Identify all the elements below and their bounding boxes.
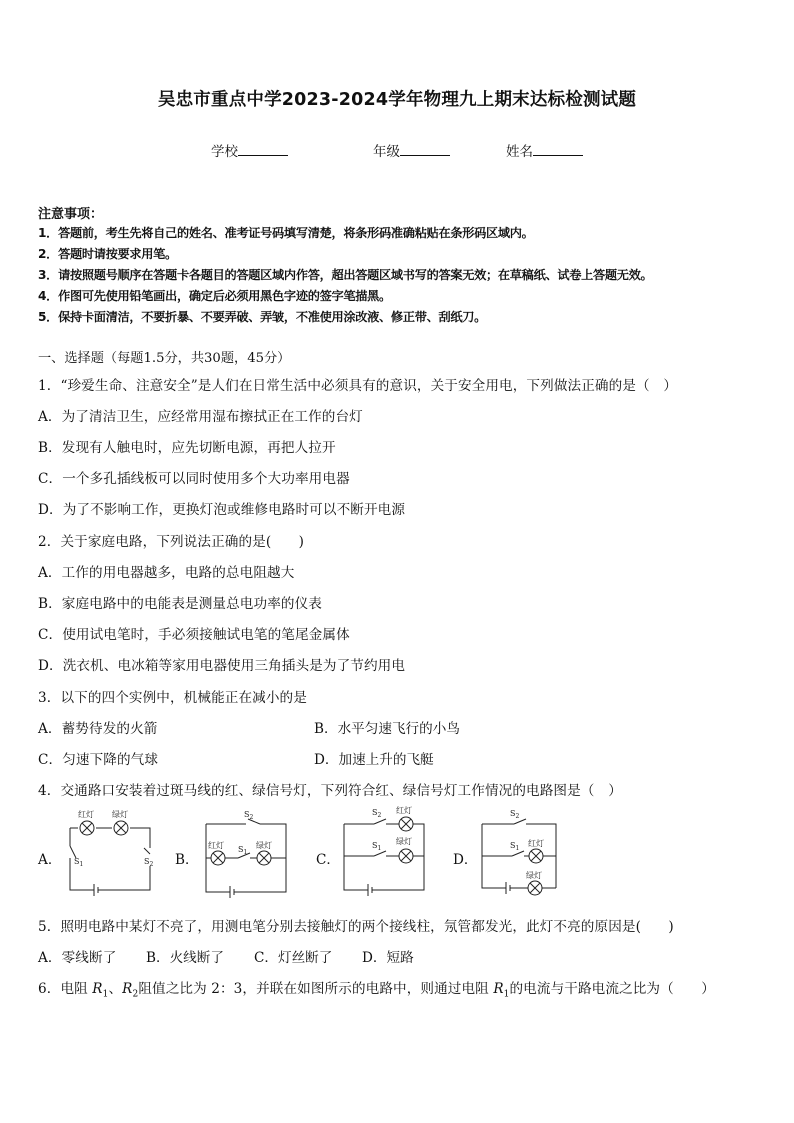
grade-label: 年级 xyxy=(373,144,400,160)
circuit-diagram-c xyxy=(338,804,434,904)
switch-s2-label: $S_2$ xyxy=(144,857,154,868)
q1-option-d: D．为了不影响工作，更换灯泡或维修电路时可以不断开电源 xyxy=(38,502,406,518)
q4-option-c-label: C． xyxy=(316,852,340,868)
name-label: 姓名 xyxy=(506,144,533,160)
notice-item: 4．作图可先使用铅笔画出，确定后必须用黑色字迹的签字笔描黑。 xyxy=(38,289,391,303)
q5-option-d: D．短路 xyxy=(362,950,414,966)
svg-text:S2: $S_2$ xyxy=(372,808,382,819)
notice-item: 2．答题时请按要求用笔。 xyxy=(38,247,177,261)
q1-stem: 1．“珍爱生命、注意安全”是人们在日常生活中必须具有的意识，关于安全用电，下列做法正确的是（ ） xyxy=(38,378,678,394)
q3-option-b: B．水平匀速飞行的小鸟 xyxy=(314,721,460,737)
notice-heading: 注意事项： xyxy=(38,207,104,222)
circuit-diagram-a xyxy=(60,808,160,903)
green-lamp-label: 绿灯 xyxy=(112,810,128,819)
svg-text:S1: $S_1$ xyxy=(238,845,248,856)
q2-option-d: D．洗衣机、电冰箱等家用电器使用三角插头是为了节约用电 xyxy=(38,658,406,674)
q3-option-a: A．蓄势待发的火箭 xyxy=(38,721,158,737)
name-field xyxy=(506,140,583,160)
q5-stem: 5．照明电路中某灯不亮了，用测电笔分别去接触灯的两个接线柱，氖管都发光，此灯不亮的原因是( ) xyxy=(38,919,674,935)
circuit-diagram-b xyxy=(200,808,296,903)
section-heading: 一、选择题（每题1.5分，共30题，45分） xyxy=(38,351,291,366)
q3-option-d: D．加速上升的飞艇 xyxy=(314,752,434,768)
svg-text:红灯: 红灯 xyxy=(396,806,412,815)
svg-text:S1: $S_1$ xyxy=(372,841,382,852)
exam-title: 吴忠市重点中学2023-2024学年物理九上期末达标检测试题 xyxy=(157,90,637,110)
school-field xyxy=(211,140,288,160)
svg-text:S2: $S_2$ xyxy=(244,810,254,821)
q5-option-b: B．火线断了 xyxy=(146,950,224,966)
q2-option-a: A．工作的用电器越多，电路的总电阻越大 xyxy=(38,565,295,581)
svg-text:红灯: 红灯 xyxy=(208,841,224,850)
q2-option-b: B．家庭电路中的电能表是测量总电功率的仪表 xyxy=(38,596,322,612)
q3-stem: 3．以下的四个实例中，机械能正在减小的是 xyxy=(38,690,307,706)
q5-option-a: A．零线断了 xyxy=(38,950,117,966)
q2-option-c: C．使用试电笔时，手必须接触试电笔的笔尾金属体 xyxy=(38,627,350,643)
q1-option-c: C．一个多孔插线板可以同时使用多个大功率用电器 xyxy=(38,471,350,487)
grade-field xyxy=(373,140,450,160)
name-blank[interactable] xyxy=(533,141,583,156)
switch-s1-label: $S_1$ xyxy=(74,857,84,868)
svg-text:S1: $S_1$ xyxy=(510,841,520,852)
q1-option-a: A．为了清洁卫生，应经常用湿布擦拭正在工作的台灯 xyxy=(38,409,363,425)
q4-option-b-label: B． xyxy=(175,852,199,868)
school-label: 学校 xyxy=(211,144,238,160)
red-lamp-label: 红灯 xyxy=(78,810,94,819)
q3-option-c: C．匀速下降的气球 xyxy=(38,752,159,768)
q2-stem: 2．关于家庭电路，下列说法正确的是( ) xyxy=(38,534,305,550)
svg-text:绿灯: 绿灯 xyxy=(526,871,542,880)
notice-item: 3．请按照题号顺序在答题卡各题目的答题区域内作答，超出答题区域书写的答案无效；在草稿纸、试卷上答题无效。 xyxy=(38,268,653,282)
q4-option-d-label: D． xyxy=(453,852,478,868)
q4-stem: 4．交通路口安装着过斑马线的红、绿信号灯，下列符合红、绿信号灯工作情况的电路图是（ ） xyxy=(38,783,622,799)
notice-item: 5．保持卡面清洁，不要折暴、不要弄破、弄皱，不准使用涂改液、修正带、刮纸刀。 xyxy=(38,310,487,324)
svg-text:红灯: 红灯 xyxy=(528,839,544,848)
svg-text:绿灯: 绿灯 xyxy=(256,841,272,850)
q4-option-a-label: A． xyxy=(38,852,62,868)
svg-text:绿灯: 绿灯 xyxy=(396,837,412,846)
svg-text:S2: $S_2$ xyxy=(510,809,520,820)
circuit-diagram-d xyxy=(476,808,572,903)
notice-item: 1．答题前，考生先将自己的姓名、准考证号码填写清楚，将条形码准确粘贴在条形码区域内。 xyxy=(38,226,534,240)
grade-blank[interactable] xyxy=(400,141,450,156)
q6-stem: 6．电阻 $R_1$、$R_2$阻值之比为 2：3，并联在如图所示的电路中，则通过电阻 $R_1$的电流与干路电流之比为（ ） xyxy=(38,981,715,1000)
school-blank[interactable] xyxy=(238,141,288,156)
q1-option-b: B．发现有人触电时，应先切断电源，再把人拉开 xyxy=(38,440,336,456)
q5-option-c: C．灯丝断了 xyxy=(254,950,333,966)
